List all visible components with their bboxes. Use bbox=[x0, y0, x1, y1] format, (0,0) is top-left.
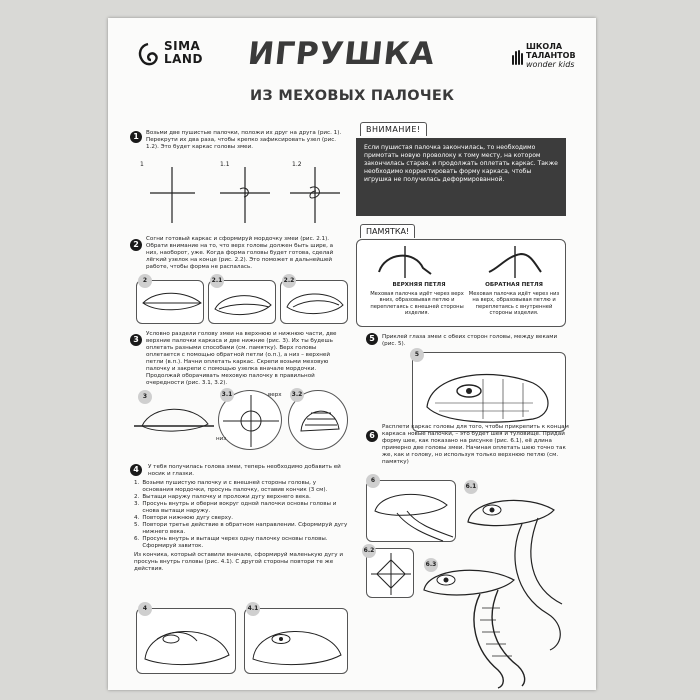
fig-4-panel bbox=[136, 608, 236, 674]
step-4-outro: Из кончика, который оставили вначале, сформируй маленькую дугу и просунь внутрь головы (рис. 4.1). С другой стороны повтори те же действия. bbox=[134, 552, 343, 572]
instruction-sheet bbox=[108, 18, 596, 690]
hand-logo-icon bbox=[510, 48, 524, 66]
fig-2-badge: 2 bbox=[138, 274, 152, 288]
list-item: 4. Повтори нижнюю дугу сверху. bbox=[134, 515, 234, 521]
fig-2-2-badge: 2.2 bbox=[282, 274, 296, 288]
memo-left-text: Меховая палочка идёт через верх вниз, образовывая петлю и переплетаясь с внешней стороны изделия. bbox=[370, 291, 464, 317]
brand-name: SIMA LAND bbox=[164, 39, 203, 66]
memo-right-text: Меховая палочка идёт через низ на верх, образовывая петлю и переплетаясь с внутренней стороны изделия. bbox=[468, 291, 560, 317]
school-line-3: wonder kids bbox=[526, 60, 575, 69]
fig-4-1-panel bbox=[244, 608, 348, 674]
fig-3-1-badge: 3.1 bbox=[220, 388, 234, 402]
list-item: 5. Повтори третье действие в обратном направлении. Сформируй дугу нижнего века. bbox=[134, 522, 348, 535]
attention-label: ВНИМАНИЕ! bbox=[360, 122, 427, 136]
fig-3-badge: 3 bbox=[138, 390, 152, 404]
fig-6-badge: 6 bbox=[366, 474, 380, 488]
top-loop-icon bbox=[375, 246, 435, 278]
step-5-text: Приклей глаза змеи с обеих сторон головы, между веками (рис. 5). bbox=[382, 334, 558, 347]
step-4-badge: 4 bbox=[130, 464, 142, 476]
step-4-list bbox=[134, 480, 348, 573]
step-3-badge: 3 bbox=[130, 334, 142, 346]
list-item: 6. Просунь внутрь и вытащи через одну палочку основы головы. Сформируй завиток. bbox=[134, 536, 328, 549]
step-3-text: Условно раздели голову змеи на верхнюю и нижнюю части, две верхние палочки каркаса и две нижние (рис. 3). Их ты будешь оплетать разными способами (см. памятку). Верх головы оплетается с помощью обратной петли (о.п.), а низ – верхней петли (в.п.). Начни оплетать каркас. Скрепи возьми меховую палочку и закрепи с помощью узелка вначале мордочки. Продолжай оборачивать меховую палочку в правильной очередности (рис. 3.1, 3.2). bbox=[146, 331, 337, 386]
step-1-figures bbox=[140, 161, 345, 231]
label-top: верх bbox=[268, 392, 282, 398]
step-2-badge: 2 bbox=[130, 239, 142, 251]
fig-6-3-drawing bbox=[414, 558, 534, 688]
fig-2-1-badge: 2.1 bbox=[210, 274, 224, 288]
reverse-loop-icon bbox=[485, 246, 545, 278]
step-6-badge: 6 bbox=[366, 430, 378, 442]
sima-land-logo-icon bbox=[136, 42, 160, 68]
step-6-text: Расплети каркас головы для того, чтобы прикрепить к концам каркаса новые палочки, – это будет шея и туловище. Придай форму шее, как показано на рисунке (рис. 6.1), её длина примерно две головы змеи. Начиная оплетать шею точно так же, как и голову, но используя только верхнюю петлю (см. памятку) bbox=[382, 424, 569, 465]
step-1-badge: 1 bbox=[130, 131, 142, 143]
list-item: 3. Просунь внутрь и оберни вокруг одной палочки основы головы и снова вытащи наружу. bbox=[134, 501, 337, 514]
page-subtitle: ИЗ МЕХОВЫХ ПАЛОЧЕК bbox=[250, 88, 455, 104]
fig-4-badge: 4 bbox=[138, 602, 152, 616]
memo-box bbox=[356, 239, 566, 327]
school-line-1: ШКОЛА bbox=[526, 42, 563, 51]
label-bottom: низ bbox=[216, 436, 227, 442]
fig-6-3-badge: 6.3 bbox=[424, 558, 438, 572]
fig-6-panel bbox=[366, 480, 456, 542]
fig-4-1-badge: 4.1 bbox=[246, 602, 260, 616]
fig-1-label: 1 bbox=[140, 161, 144, 168]
fig-5-panel bbox=[412, 352, 566, 432]
memo-left-title: ВЕРХНЯЯ ПЕТЛЯ bbox=[392, 282, 446, 288]
memo-label: ПАМЯТКА! bbox=[360, 224, 415, 238]
step-2-text: Согни готовый каркас и сформируй мордочку змеи (рис. 2.1). Обрати внимание на то, что верх головы должен быть шире, а низ, наоборот, уже. Когда форма головы будет готова, сделай лёгкий узелок на конце (рис. 2.2). Это поможет в дальнейшей работе, чтобы форма не распалась. bbox=[146, 236, 334, 270]
memo-right-title: ОБРАТНАЯ ПЕТЛЯ bbox=[485, 282, 543, 288]
fig-1-1-label: 1.1 bbox=[220, 161, 230, 168]
school-logo bbox=[526, 42, 598, 69]
fig-6-1-badge: 6.1 bbox=[464, 480, 478, 494]
step-5-badge: 5 bbox=[366, 333, 378, 345]
list-item: 2. Вытащи наружу палочку и проложи дугу верхнего века. bbox=[134, 494, 311, 500]
fig-1-2-label: 1.2 bbox=[292, 161, 302, 168]
list-item: 1. Возьми пушистую палочку и с внешней стороны головы, у основания мордочки, просунь палочку, оставив кончик (3 см). bbox=[134, 480, 328, 493]
page-title: ИГРУШКА bbox=[246, 36, 437, 72]
fig-3-2-badge: 3.2 bbox=[290, 388, 304, 402]
fig-5-badge: 5 bbox=[410, 348, 424, 362]
step-4-intro: У тебя получилась голова змеи, теперь необходимо добавить ей носик и глазки. bbox=[148, 464, 341, 477]
fig-6-2-badge: 6.2 bbox=[362, 544, 376, 558]
school-line-2: ТАЛАНТОВ bbox=[526, 51, 576, 60]
attention-box: Если пушистая палочка закончилась, то необходимо примотать новую проволоку к тому месту, на котором закончилась старая, и продолжать оплетать каркас. Также необходимо корректировать форму каркаса, чтобы игрушка не получилась деформированной. bbox=[356, 138, 566, 216]
step-1-text: Возьми две пушистые палочки, положи их друг на друга (рис. 1). Перекрути их два раза, чтобы крепко зафиксировать узел (рис. 1.2). Это будет каркас головы змеи. bbox=[146, 130, 342, 150]
